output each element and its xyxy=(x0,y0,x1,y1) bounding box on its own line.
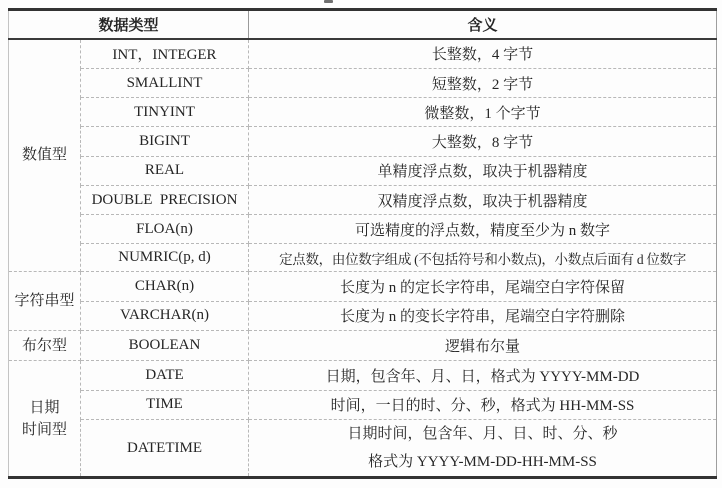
type-cell: VARCHAR(n) xyxy=(81,301,249,330)
meaning-cell: 短整数，2 字节 xyxy=(249,68,717,97)
category-line: 时间型 xyxy=(21,421,67,438)
table-row xyxy=(9,185,717,214)
meaning-cell: 可选精度的浮点数，精度至少为 n 数字 xyxy=(249,215,717,244)
type-cell: DATETIME xyxy=(81,420,249,478)
meaning-cell: 长整数，4 字节 xyxy=(249,39,717,69)
table-row xyxy=(9,156,717,185)
meaning-cell: 长度为 n 的定长字符串，尾端空白字符保留 xyxy=(249,272,717,301)
table-row xyxy=(9,361,717,390)
table-row xyxy=(9,272,717,301)
meaning-cell: 日期，包含年、月、日，格式为 YYYY-MM-DD xyxy=(249,361,717,390)
header-row xyxy=(9,10,717,39)
category-cell-string: 字符串型 xyxy=(9,272,81,331)
meaning-cell: 单精度浮点数，取决于机器精度 xyxy=(249,156,717,185)
type-cell: REAL xyxy=(81,156,249,185)
category-cell-datetime xyxy=(9,361,81,478)
table-row xyxy=(9,68,717,97)
category-line: 日期 xyxy=(29,399,60,416)
category-cell-boolean: 布尔型 xyxy=(9,330,81,361)
table-row xyxy=(9,330,717,361)
meaning-line: 日期时间，包含年、月、日、时、分、秒 xyxy=(347,426,618,442)
table-row xyxy=(9,301,717,330)
header-datatype: 数据类型 xyxy=(9,10,249,39)
meaning-cell: 逻辑布尔量 xyxy=(249,330,717,361)
meaning-cell: 长度为 n 的变长字符串，尾端空白字符删除 xyxy=(249,301,717,330)
meaning-cell: 微整数，1 个字节 xyxy=(249,98,717,127)
header-meaning: 含义 xyxy=(249,10,717,39)
table-row xyxy=(9,98,717,127)
category-cell-numeric: 数值型 xyxy=(9,39,81,272)
table-row xyxy=(9,39,717,69)
type-cell: NUMRIC(p, d) xyxy=(81,244,249,272)
meaning-cell: 大整数，8 字节 xyxy=(249,127,717,156)
type-cell: DOUBLE PRECISION xyxy=(81,185,249,214)
meaning-cell: 时间，一日的时、分、秒，格式为 HH-MM-SS xyxy=(249,390,717,419)
table-row xyxy=(9,127,717,156)
type-cell: BOOLEAN xyxy=(81,330,249,361)
table-row xyxy=(9,420,717,478)
datatype-table xyxy=(8,8,717,479)
table-row xyxy=(9,244,717,272)
meaning-line: 格式为 YYYY-MM-DD-HH-MM-SS xyxy=(368,454,597,470)
type-cell: SMALLINT xyxy=(81,68,249,97)
type-cell: TIME xyxy=(81,390,249,419)
type-cell: TINYINT xyxy=(81,98,249,127)
type-cell: DATE xyxy=(81,361,249,390)
type-cell: BIGINT xyxy=(81,127,249,156)
meaning-cell: 双精度浮点数，取决于机器精度 xyxy=(249,185,717,214)
type-cell: INT，INTEGER xyxy=(81,39,249,69)
scan-artifact-mark xyxy=(324,0,333,3)
type-cell: CHAR(n) xyxy=(81,272,249,301)
table-row xyxy=(9,390,717,419)
meaning-cell: 定点数，由位数字组成 (不包括符号和小数点)，小数点后面有 d 位数字 xyxy=(249,244,717,272)
type-cell: FLOA(n) xyxy=(81,215,249,244)
meaning-cell xyxy=(249,420,717,478)
table-row xyxy=(9,215,717,244)
